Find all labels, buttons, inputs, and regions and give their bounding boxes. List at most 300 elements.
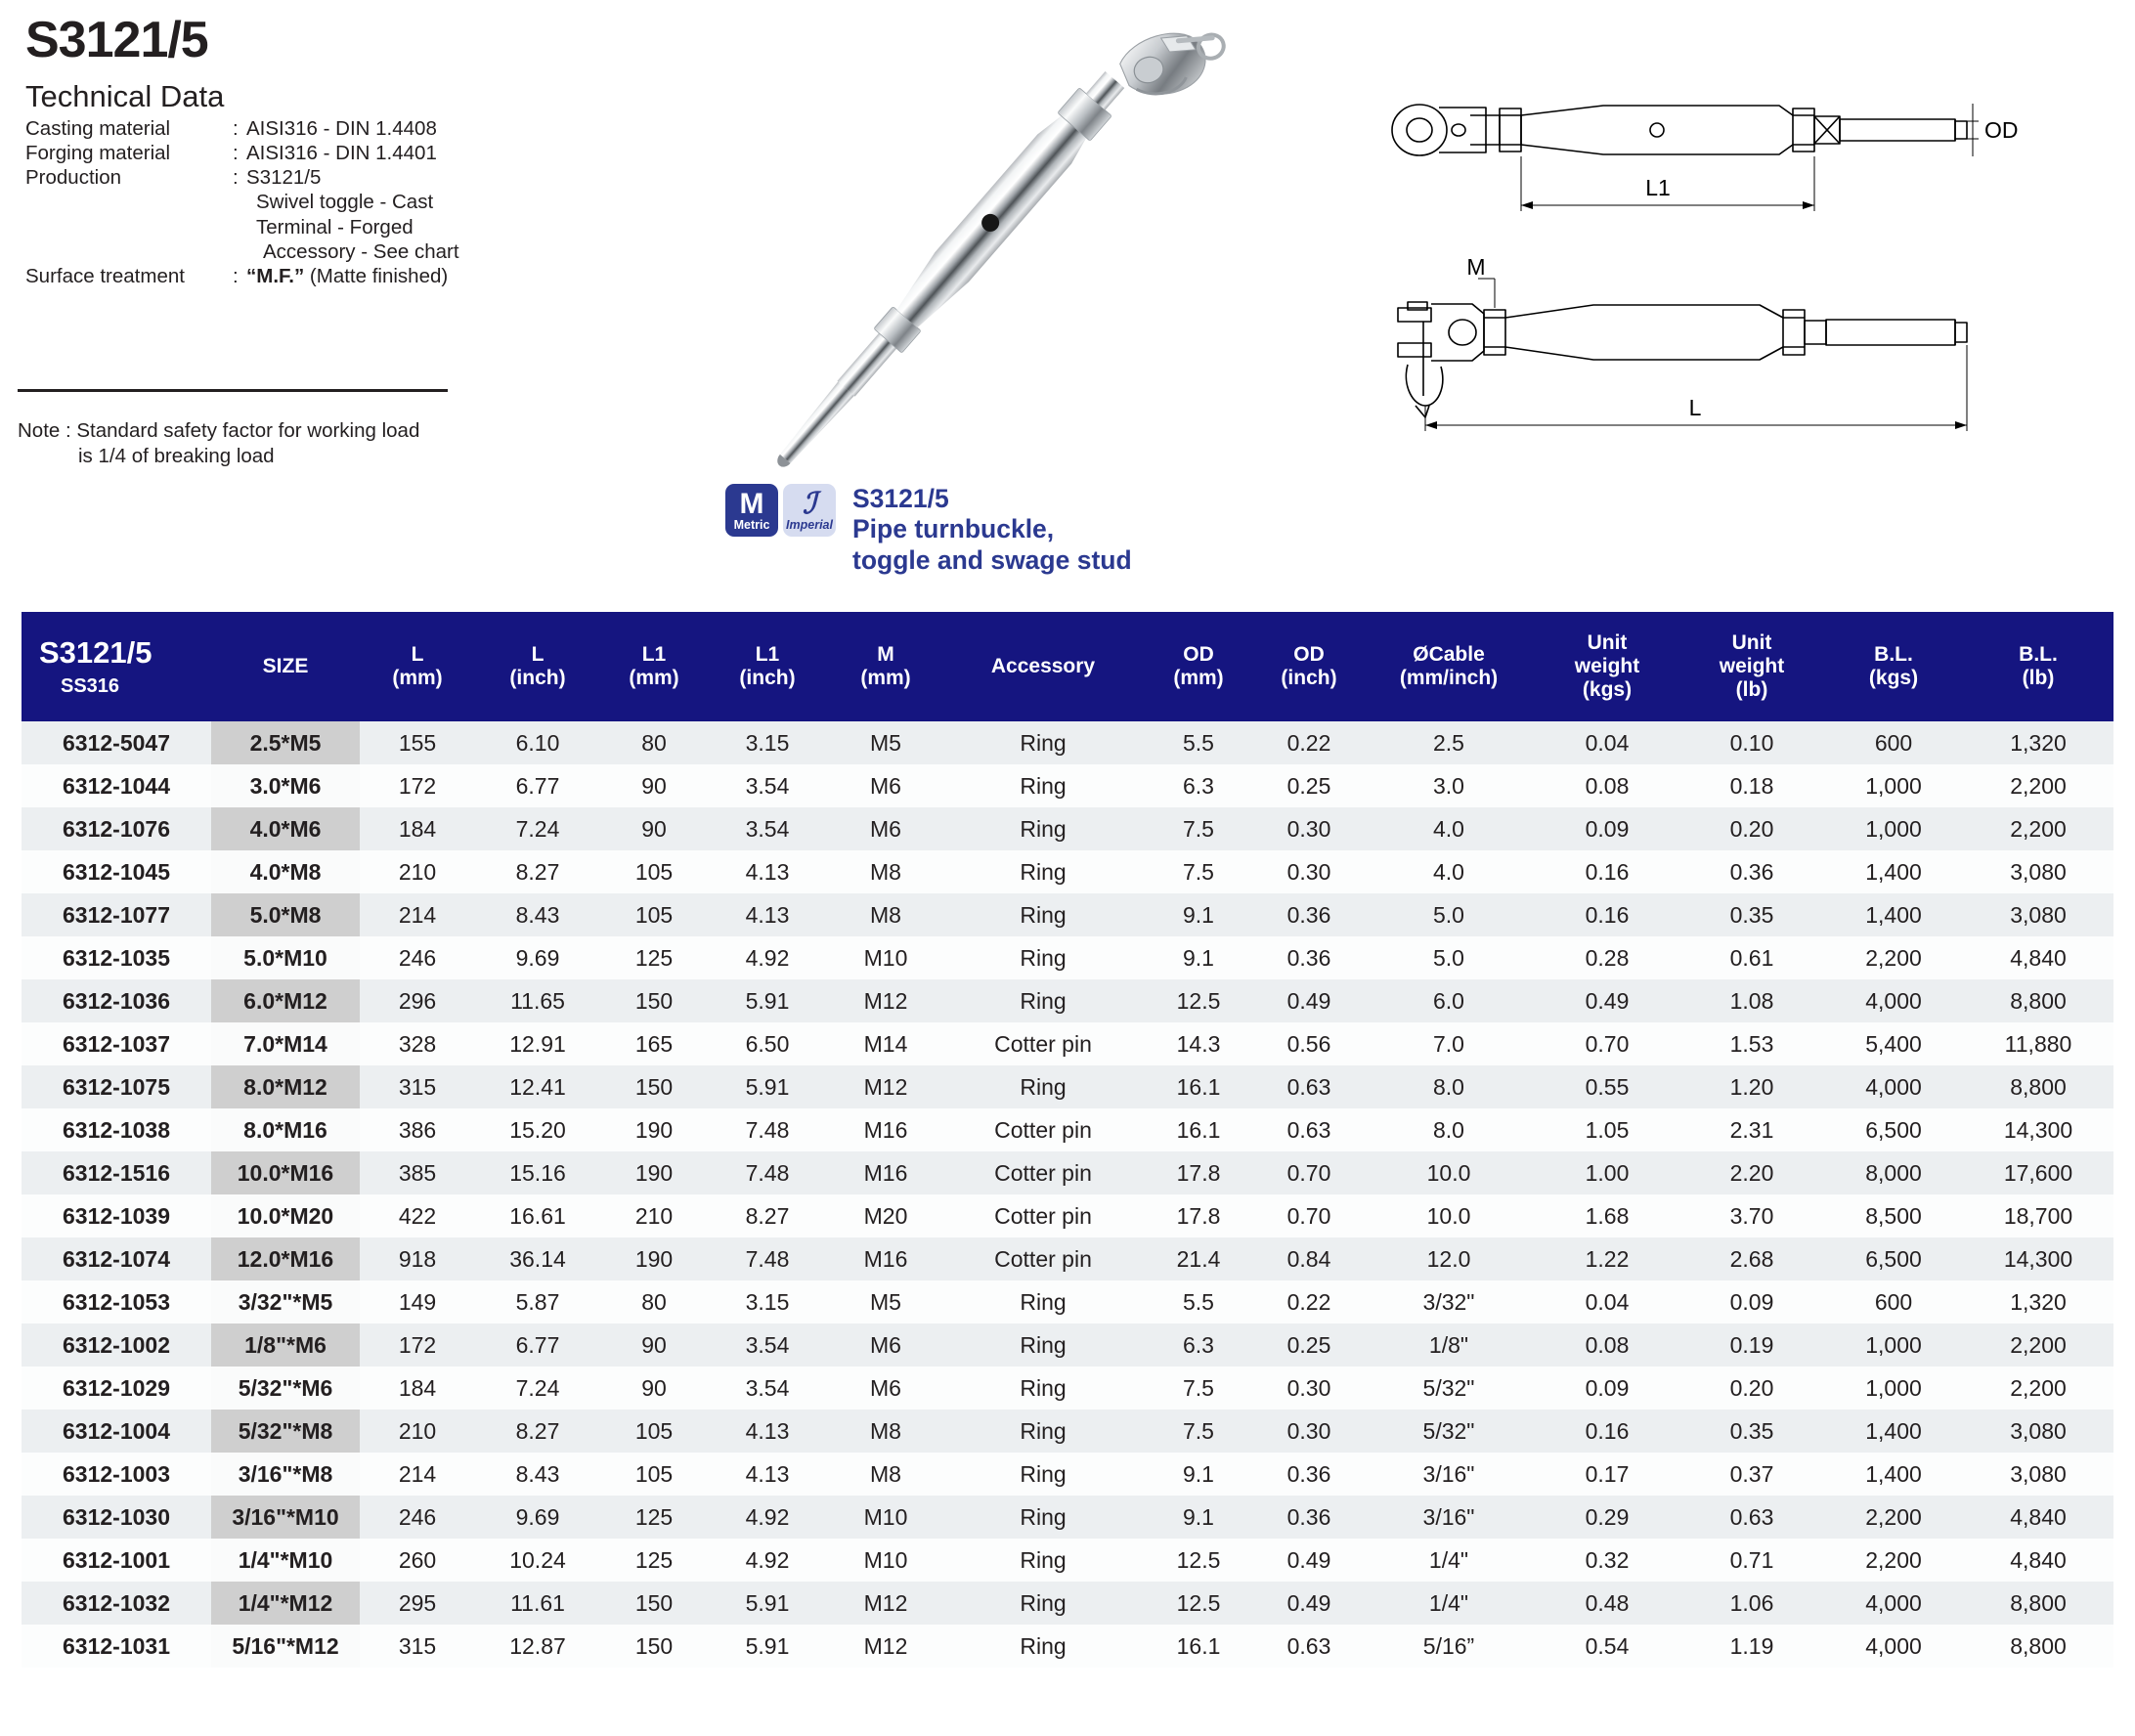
cell-l-mm: 296 [360,979,475,1022]
cell-cable-diameter: 8.0 [1363,1108,1535,1151]
cell-l1-inch: 7.48 [708,1108,827,1151]
table-row [22,1194,2113,1237]
spec-colon: : [233,166,239,190]
cell-od-mm: 16.1 [1142,1625,1255,1668]
cell-m-mm: M10 [827,936,944,979]
cell-od-mm: 5.5 [1142,1280,1255,1324]
cell-od-mm: 7.5 [1142,1410,1255,1453]
cell-l1-inch: 6.50 [708,1022,827,1065]
cell-unit-weight-kgs: 0.16 [1535,1410,1679,1453]
cell-l-mm: 214 [360,893,475,936]
column-header-unit-weight-lb [1679,612,1824,721]
cell-unit-weight-kgs: 0.08 [1535,1324,1679,1367]
spec-label-production: Production [25,166,122,190]
cell-od-inch: 0.30 [1255,1410,1363,1453]
cell-od-mm: 9.1 [1142,1496,1255,1539]
cell-product-code: 6312-1004 [22,1410,211,1453]
column-header-m-mm-line1: M [877,643,894,667]
cell-l1-inch: 8.27 [708,1194,827,1237]
cell-product-code: 6312-1003 [22,1453,211,1496]
cell-od-inch: 0.63 [1255,1625,1363,1668]
cell-l1-inch: 5.91 [708,979,827,1022]
cell-breaking-load-kgs: 600 [1824,1280,1963,1324]
cell-od-mm: 6.3 [1142,764,1255,807]
spec-spacer [233,239,246,264]
cell-unit-weight-kgs: 0.09 [1535,807,1679,850]
cell-size: 1/4"*M12 [211,1582,360,1625]
cell-m-mm: M6 [827,1324,944,1367]
cell-unit-weight-kgs: 0.08 [1535,764,1679,807]
spec-colon: : [233,116,239,140]
cell-breaking-load-lb: 14,300 [1963,1237,2113,1280]
spec-row-production [25,165,459,190]
cell-accessory: Ring [944,1496,1142,1539]
cell-od-mm: 12.5 [1142,1582,1255,1625]
column-header-l-mm-line1: L [411,643,424,667]
cell-accessory: Ring [944,1453,1142,1496]
cell-breaking-load-kgs: 1,400 [1824,1410,1963,1453]
spec-value-production: S3121/5 [246,166,322,190]
cell-l1-mm: 125 [600,936,708,979]
cell-breaking-load-lb: 8,800 [1963,1065,2113,1108]
cell-l-inch: 36.14 [475,1237,600,1280]
cell-size: 10.0*M16 [211,1151,360,1194]
column-header-l1-inch-line1: L1 [755,643,780,667]
cell-product-code: 6312-1053 [22,1280,211,1324]
cell-cable-diameter: 5/16” [1363,1625,1535,1668]
cell-breaking-load-lb: 2,200 [1963,764,2113,807]
cell-od-mm: 9.1 [1142,893,1255,936]
cell-product-code: 6312-1038 [22,1108,211,1151]
cell-l1-inch: 5.91 [708,1582,827,1625]
table-row [22,1539,2113,1582]
cell-size: 1/8"*M6 [211,1324,360,1367]
column-header-bl-lb [1963,612,2113,721]
cell-m-mm: M16 [827,1108,944,1151]
cell-l1-inch: 5.91 [708,1065,827,1108]
cell-unit-weight-lb: 2.68 [1679,1237,1824,1280]
cell-od-mm: 9.1 [1142,936,1255,979]
column-header-l-inch-line2: (inch) [509,667,566,689]
column-header-od-inch-line2: (inch) [1281,667,1337,689]
cell-breaking-load-kgs: 1,000 [1824,1367,1963,1410]
cell-product-code: 6312-1045 [22,850,211,893]
cell-breaking-load-lb: 1,320 [1963,721,2113,764]
cell-size: 4.0*M8 [211,850,360,893]
cell-unit-weight-kgs: 0.04 [1535,721,1679,764]
column-header-bllb-line2: (lb) [2022,667,2055,689]
column-header-uwlb-line1: Unit [1731,631,1772,655]
column-header-code-sub: SS316 [61,675,120,698]
cell-m-mm: M6 [827,807,944,850]
cell-m-mm: M16 [827,1237,944,1280]
spec-row-surface-treatment [25,264,459,288]
spec-row-production-extra-3 [25,239,459,264]
column-header-size [211,612,360,721]
cell-unit-weight-kgs: 0.17 [1535,1453,1679,1496]
cell-l1-inch: 4.92 [708,1539,827,1582]
cell-breaking-load-lb: 4,840 [1963,936,2113,979]
cell-cable-diameter: 4.0 [1363,807,1535,850]
spec-value-terminal: Terminal - Forged [256,215,414,239]
product-name-block [852,484,1132,576]
cell-accessory: Ring [944,764,1142,807]
cell-unit-weight-kgs: 0.49 [1535,979,1679,1022]
product-data-table-wrapper [22,612,2113,1668]
cell-m-mm: M12 [827,1582,944,1625]
cell-l1-mm: 190 [600,1108,708,1151]
spec-spacer [25,215,233,239]
column-header-m-mm-line2: (mm) [860,667,911,689]
cell-breaking-load-kgs: 1,000 [1824,764,1963,807]
cell-l-inch: 15.20 [475,1108,600,1151]
cell-l-inch: 16.61 [475,1194,600,1237]
column-header-cable [1363,612,1535,721]
cell-breaking-load-lb: 8,800 [1963,979,2113,1022]
cell-od-mm: 7.5 [1142,850,1255,893]
spec-label-surface-treatment: Surface treatment [25,264,185,287]
cell-od-mm: 5.5 [1142,721,1255,764]
cell-od-inch: 0.36 [1255,936,1363,979]
product-photo [645,8,1310,467]
table-header [22,612,2113,721]
cell-breaking-load-kgs: 600 [1824,721,1963,764]
cell-size: 7.0*M14 [211,1022,360,1065]
cell-unit-weight-kgs: 0.70 [1535,1022,1679,1065]
cell-l1-mm: 125 [600,1496,708,1539]
table-row [22,1410,2113,1453]
cell-breaking-load-kgs: 1,400 [1824,1453,1963,1496]
cell-l-mm: 315 [360,1625,475,1668]
table-row [22,1367,2113,1410]
column-header-bllb-line1: B.L. [2019,643,2058,667]
cell-l-mm: 315 [360,1065,475,1108]
cell-unit-weight-kgs: 0.16 [1535,850,1679,893]
cell-od-inch: 0.56 [1255,1022,1363,1065]
cell-od-mm: 16.1 [1142,1065,1255,1108]
cell-l-mm: 172 [360,764,475,807]
table-row [22,1108,2113,1151]
page-title: S3121/5 [25,12,208,68]
spec-spacer [25,190,233,214]
cell-m-mm: M6 [827,764,944,807]
spec-colon: : [233,264,239,287]
column-header-cable-line1: ØCable [1413,643,1485,667]
cell-cable-diameter: 10.0 [1363,1194,1535,1237]
cell-od-mm: 12.5 [1142,1539,1255,1582]
cell-breaking-load-lb: 3,080 [1963,893,2113,936]
cell-size: 8.0*M16 [211,1108,360,1151]
cell-accessory: Ring [944,936,1142,979]
cell-breaking-load-lb: 14,300 [1963,1108,2113,1151]
cell-accessory: Ring [944,1367,1142,1410]
cell-unit-weight-kgs: 0.16 [1535,893,1679,936]
cell-od-inch: 0.70 [1255,1194,1363,1237]
technical-data-block [25,14,651,288]
note-line-1: Note : Standard safety factor for working load [18,419,420,442]
cell-od-mm: 17.8 [1142,1151,1255,1194]
cell-l-inch: 5.87 [475,1280,600,1324]
cell-breaking-load-kgs: 1,000 [1824,1324,1963,1367]
cell-size: 2.5*M5 [211,721,360,764]
cell-l1-inch: 4.13 [708,850,827,893]
cell-od-mm: 14.3 [1142,1022,1255,1065]
cell-cable-diameter: 6.0 [1363,979,1535,1022]
cell-unit-weight-lb: 0.61 [1679,936,1824,979]
cell-cable-diameter: 1/4" [1363,1539,1535,1582]
cell-breaking-load-lb: 3,080 [1963,850,2113,893]
cell-unit-weight-lb: 0.19 [1679,1324,1824,1367]
cell-od-inch: 0.30 [1255,807,1363,850]
cell-od-inch: 0.30 [1255,1367,1363,1410]
column-header-m-mm [827,612,944,721]
cell-l1-mm: 90 [600,807,708,850]
cell-od-inch: 0.63 [1255,1065,1363,1108]
cell-accessory: Ring [944,1625,1142,1668]
cell-l1-mm: 150 [600,1625,708,1668]
surface-treatment-bold: “M.F.” [246,264,305,287]
cell-unit-weight-lb: 1.08 [1679,979,1824,1022]
cell-l1-inch: 3.54 [708,807,827,850]
technical-drawing-bottom [1369,249,2131,445]
drawing-bottom-svg [1369,249,2131,445]
dimension-label-l: L [1688,395,1702,420]
spec-value-swivel-toggle: Swivel toggle - Cast [256,191,434,214]
cell-breaking-load-lb: 8,800 [1963,1582,2113,1625]
table-row [22,1324,2113,1367]
cell-l-inch: 6.10 [475,721,600,764]
spec-colon: : [233,141,239,164]
column-header-cable-line2: (mm/inch) [1399,667,1499,689]
cell-l-inch: 11.61 [475,1582,600,1625]
cell-breaking-load-kgs: 6,500 [1824,1237,1963,1280]
cell-l1-mm: 80 [600,721,708,764]
cell-l-inch: 6.77 [475,1324,600,1367]
cell-unit-weight-lb: 0.35 [1679,1410,1824,1453]
metric-badge-glyph: M [739,488,764,521]
cell-breaking-load-lb: 17,600 [1963,1151,2113,1194]
cell-breaking-load-lb: 3,080 [1963,1410,2113,1453]
cell-size: 5/32"*M6 [211,1367,360,1410]
cell-unit-weight-kgs: 1.22 [1535,1237,1679,1280]
dimension-label-l1: L1 [1645,175,1671,200]
cell-od-inch: 0.36 [1255,1496,1363,1539]
cell-accessory: Ring [944,1280,1142,1324]
column-header-l-mm [360,612,475,721]
cell-od-inch: 0.25 [1255,1324,1363,1367]
cell-unit-weight-kgs: 0.32 [1535,1539,1679,1582]
cell-l1-mm: 190 [600,1237,708,1280]
cell-m-mm: M14 [827,1022,944,1065]
table-row [22,1453,2113,1496]
cell-l-mm: 295 [360,1582,475,1625]
cell-unit-weight-lb: 1.19 [1679,1625,1824,1668]
cell-l1-inch: 3.54 [708,764,827,807]
cell-breaking-load-lb: 3,080 [1963,1453,2113,1496]
table-row [22,850,2113,893]
cell-l1-inch: 7.48 [708,1237,827,1280]
cell-unit-weight-lb: 2.31 [1679,1108,1824,1151]
cell-unit-weight-lb: 3.70 [1679,1194,1824,1237]
column-header-bl-kgs [1824,612,1963,721]
cell-l-inch: 10.24 [475,1539,600,1582]
cell-unit-weight-lb: 2.20 [1679,1151,1824,1194]
cell-cable-diameter: 1/8" [1363,1324,1535,1367]
cell-cable-diameter: 12.0 [1363,1237,1535,1280]
cell-size: 3.0*M6 [211,764,360,807]
cell-l1-mm: 105 [600,1453,708,1496]
cell-unit-weight-lb: 0.37 [1679,1453,1824,1496]
cell-od-inch: 0.84 [1255,1237,1363,1280]
cell-size: 5/16"*M12 [211,1625,360,1668]
cell-l-mm: 386 [360,1108,475,1151]
column-header-l1-inch [708,612,827,721]
column-header-od-mm-line1: OD [1183,643,1214,667]
cell-product-code: 6312-1076 [22,807,211,850]
cell-unit-weight-lb: 0.20 [1679,807,1824,850]
cell-product-code: 6312-5047 [22,721,211,764]
product-data-table [22,612,2113,1668]
column-header-l1-mm-line1: L1 [641,643,667,667]
cell-breaking-load-lb: 2,200 [1963,1324,2113,1367]
cell-breaking-load-kgs: 4,000 [1824,1582,1963,1625]
cell-breaking-load-kgs: 2,200 [1824,1539,1963,1582]
column-header-od-mm-line2: (mm) [1173,667,1224,689]
cell-unit-weight-kgs: 0.29 [1535,1496,1679,1539]
spec-value-accessory: Accessory - See chart [263,239,459,263]
cell-unit-weight-lb: 0.09 [1679,1280,1824,1324]
cell-l-inch: 6.77 [475,764,600,807]
cell-size: 5/32"*M8 [211,1410,360,1453]
column-header-unit-weight-kgs [1535,612,1679,721]
cell-breaking-load-kgs: 8,000 [1824,1151,1963,1194]
cell-l1-inch: 5.91 [708,1625,827,1668]
cell-m-mm: M12 [827,1625,944,1668]
cell-l1-mm: 150 [600,1582,708,1625]
cell-size: 5.0*M10 [211,936,360,979]
column-header-accessory-label: Accessory [990,655,1096,678]
cell-l1-mm: 105 [600,893,708,936]
cell-l-inch: 12.41 [475,1065,600,1108]
cell-od-inch: 0.49 [1255,979,1363,1022]
note-block [18,418,419,469]
spec-label-forging-material: Forging material [25,141,171,164]
cell-breaking-load-kgs: 4,000 [1824,1065,1963,1108]
cell-l1-mm: 210 [600,1194,708,1237]
column-header-l1-inch-line2: (inch) [739,667,796,689]
cell-size: 10.0*M20 [211,1194,360,1237]
cell-l-mm: 210 [360,1410,475,1453]
spec-value-casting-material: AISI316 - DIN 1.4408 [246,116,437,140]
cell-cable-diameter: 3/16" [1363,1496,1535,1539]
cell-cable-diameter: 5/32" [1363,1367,1535,1410]
column-header-size-label: SIZE [262,655,309,678]
table-row [22,1237,2113,1280]
column-header-uwkg-line3: (kgs) [1582,677,1633,701]
cell-l-mm: 260 [360,1539,475,1582]
cell-breaking-load-kgs: 1,000 [1824,807,1963,850]
cell-l1-mm: 105 [600,1410,708,1453]
table-row [22,936,2113,979]
column-header-l1-mm-line2: (mm) [629,667,679,689]
cell-l-mm: 214 [360,1453,475,1496]
dimension-label-m: M [1466,254,1486,280]
table-row [22,1151,2113,1194]
cell-accessory: Ring [944,1065,1142,1108]
cell-product-code: 6312-1039 [22,1194,211,1237]
cell-cable-diameter: 5/32" [1363,1410,1535,1453]
cell-l-inch: 12.91 [475,1022,600,1065]
cell-l1-inch: 3.15 [708,721,827,764]
technical-data-heading: Technical Data [25,78,225,113]
cell-m-mm: M8 [827,1453,944,1496]
table-row [22,1022,2113,1065]
cell-cable-diameter: 1/4" [1363,1582,1535,1625]
cell-accessory: Ring [944,807,1142,850]
cell-breaking-load-lb: 2,200 [1963,1367,2113,1410]
product-photo-svg [645,8,1310,467]
cell-l-inch: 15.16 [475,1151,600,1194]
cell-l-inch: 8.27 [475,850,600,893]
spec-spacer [233,190,246,214]
cell-accessory: Cotter pin [944,1022,1142,1065]
cell-l-mm: 328 [360,1022,475,1065]
imperial-badge-glyph: ℐ [802,487,817,522]
metric-badge-caption: Metric [733,518,770,533]
cell-size: 6.0*M12 [211,979,360,1022]
technical-drawing-top [1369,86,2131,242]
cell-unit-weight-lb: 0.36 [1679,850,1824,893]
table-row [22,1625,2113,1668]
cell-od-inch: 0.30 [1255,850,1363,893]
cell-product-code: 6312-1032 [22,1582,211,1625]
cell-l1-inch: 4.13 [708,1410,827,1453]
cell-breaking-load-kgs: 2,200 [1824,1496,1963,1539]
cell-l-mm: 385 [360,1151,475,1194]
column-header-l-inch-line1: L [531,643,545,667]
cell-accessory: Cotter pin [944,1237,1142,1280]
cell-l1-inch: 4.13 [708,893,827,936]
cell-l-mm: 172 [360,1324,475,1367]
column-header-od-mm [1142,612,1255,721]
cell-l-mm: 918 [360,1237,475,1280]
column-header-accessory [944,612,1142,721]
cell-breaking-load-lb: 2,200 [1963,807,2113,850]
cell-od-mm: 7.5 [1142,1367,1255,1410]
table-row [22,1280,2113,1324]
cell-accessory: Ring [944,1324,1142,1367]
column-header-blkg-line2: (kgs) [1868,667,1919,689]
cell-od-inch: 0.22 [1255,721,1363,764]
cell-l-inch: 8.43 [475,893,600,936]
cell-product-code: 6312-1030 [22,1496,211,1539]
cell-l1-mm: 80 [600,1280,708,1324]
cell-od-inch: 0.70 [1255,1151,1363,1194]
cell-od-inch: 0.63 [1255,1108,1363,1151]
cell-cable-diameter: 3/32" [1363,1280,1535,1324]
cell-size: 5.0*M8 [211,893,360,936]
cell-accessory: Ring [944,850,1142,893]
cell-breaking-load-kgs: 2,200 [1824,936,1963,979]
column-header-code-main: S3121/5 [39,634,152,670]
spec-spacer [233,215,246,239]
cell-m-mm: M8 [827,1410,944,1453]
cell-od-mm: 17.8 [1142,1194,1255,1237]
cell-accessory: Ring [944,1410,1142,1453]
column-header-od-inch-line1: OD [1293,643,1325,667]
table-row [22,893,2113,936]
cell-od-inch: 0.22 [1255,1280,1363,1324]
